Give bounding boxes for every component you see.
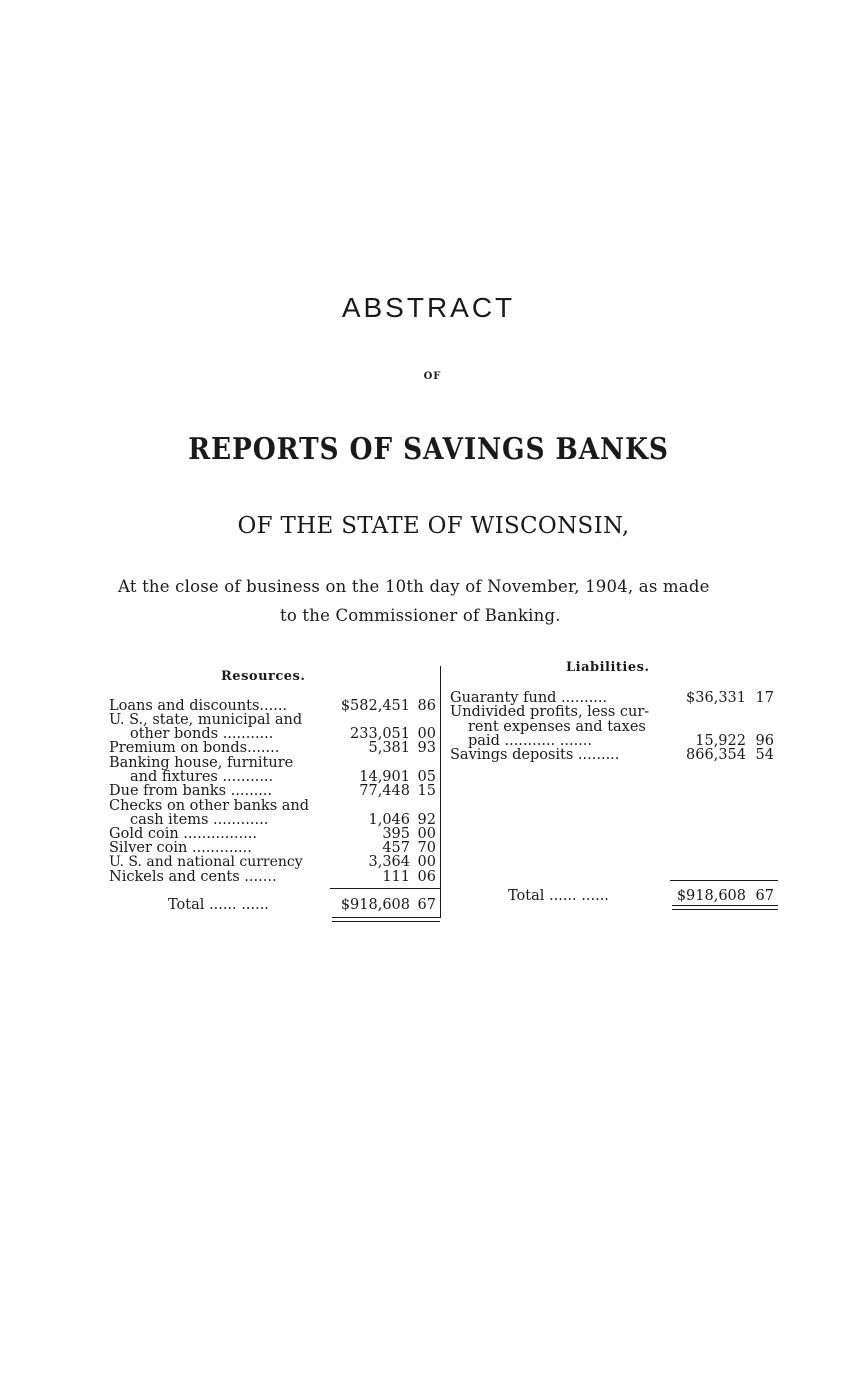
intro-line-1: At the close of business on the 10th day of November, 1904, as made [118, 577, 710, 596]
resource-cents: 05 [417, 769, 436, 785]
resource-dollars: 457 [382, 840, 410, 856]
resource-label: U. S., state, municipal and [109, 712, 303, 728]
resources-total-double-rule [332, 921, 440, 922]
resource-dollars: $582,451 [340, 698, 410, 714]
liability-dollars: 15,922 [695, 733, 746, 749]
resource-cents: 93 [417, 740, 436, 756]
resource-cents: 15 [417, 783, 436, 799]
resource-dollars: 1,046 [368, 812, 410, 828]
liability-cents: 17 [755, 690, 774, 706]
liabilities-total-double-rule [672, 909, 778, 910]
liability-dollars: 866,354 [686, 747, 746, 763]
liabilities-total-label: Total ...... ...... [508, 888, 609, 904]
resources-total-dollars: $918,608 [340, 897, 410, 913]
liabilities-total-double-rule [672, 905, 778, 906]
state-line: OF THE STATE OF WISCONSIN, [237, 513, 630, 539]
liabilities-header: Liabilities. [566, 660, 650, 675]
resource-dollars: 5,381 [368, 740, 410, 756]
liabilities-total-dollars: $918,608 [676, 888, 746, 904]
resource-label: U. S. and national currency [109, 854, 303, 870]
resource-dollars: 14,901 [359, 769, 410, 785]
resource-cents: 00 [417, 726, 436, 742]
intro-line-2: to the Commissioner of Banking. [280, 606, 561, 625]
title-connector: OF [423, 371, 442, 382]
resource-label: Nickels and cents ....... [109, 869, 277, 885]
resource-dollars: 233,051 [350, 726, 410, 742]
liability-label: rent expenses and taxes [468, 719, 646, 735]
resource-cents: 00 [417, 826, 436, 842]
resource-label: Premium on bonds....... [109, 740, 280, 756]
resource-cents: 00 [417, 854, 436, 870]
resources-header: Resources. [221, 669, 306, 684]
liability-label: Guaranty fund .......... [450, 690, 608, 706]
resource-label: Banking house, furniture [109, 755, 294, 771]
resource-label: and fixtures ........... [130, 769, 274, 785]
liability-dollars: $36,331 [686, 690, 746, 706]
resources-total-double-rule [332, 917, 440, 918]
resource-cents: 86 [417, 698, 436, 714]
resource-dollars: 77,448 [359, 783, 410, 799]
resource-label: Due from banks ......... [109, 783, 273, 799]
resource-label: Loans and discounts...... [109, 698, 288, 714]
resource-dollars: 395 [382, 826, 410, 842]
liability-label: paid ........... ....... [468, 733, 593, 749]
resource-label: cash items ............ [130, 812, 269, 828]
resource-cents: 92 [417, 812, 436, 828]
liability-label: Undivided profits, less cur- [450, 704, 650, 720]
resource-dollars: 3,364 [368, 854, 410, 870]
resource-cents: 06 [417, 869, 436, 885]
page-title: ABSTRACT [341, 292, 516, 323]
liabilities-total-rule [670, 880, 778, 881]
liabilities-total-cents: 67 [755, 888, 774, 904]
resource-label: Gold coin ................ [109, 826, 258, 842]
resources-total-label: Total ...... ...... [168, 897, 269, 913]
resource-label: other bonds ........... [130, 726, 274, 742]
liability-cents: 96 [755, 733, 774, 749]
liability-cents: 54 [755, 747, 774, 763]
resource-label: Silver coin ............. [109, 840, 252, 856]
resource-cents: 70 [417, 840, 436, 856]
resources-total-rule [330, 888, 440, 889]
column-divider [440, 666, 441, 918]
resource-label: Checks on other banks and [109, 798, 310, 814]
resources-total-cents: 67 [417, 897, 436, 913]
resource-dollars: 111 [382, 869, 410, 885]
liability-label: Savings deposits ......... [450, 747, 620, 763]
report-subtitle: REPORTS OF SAVINGS BANKS [188, 432, 669, 467]
